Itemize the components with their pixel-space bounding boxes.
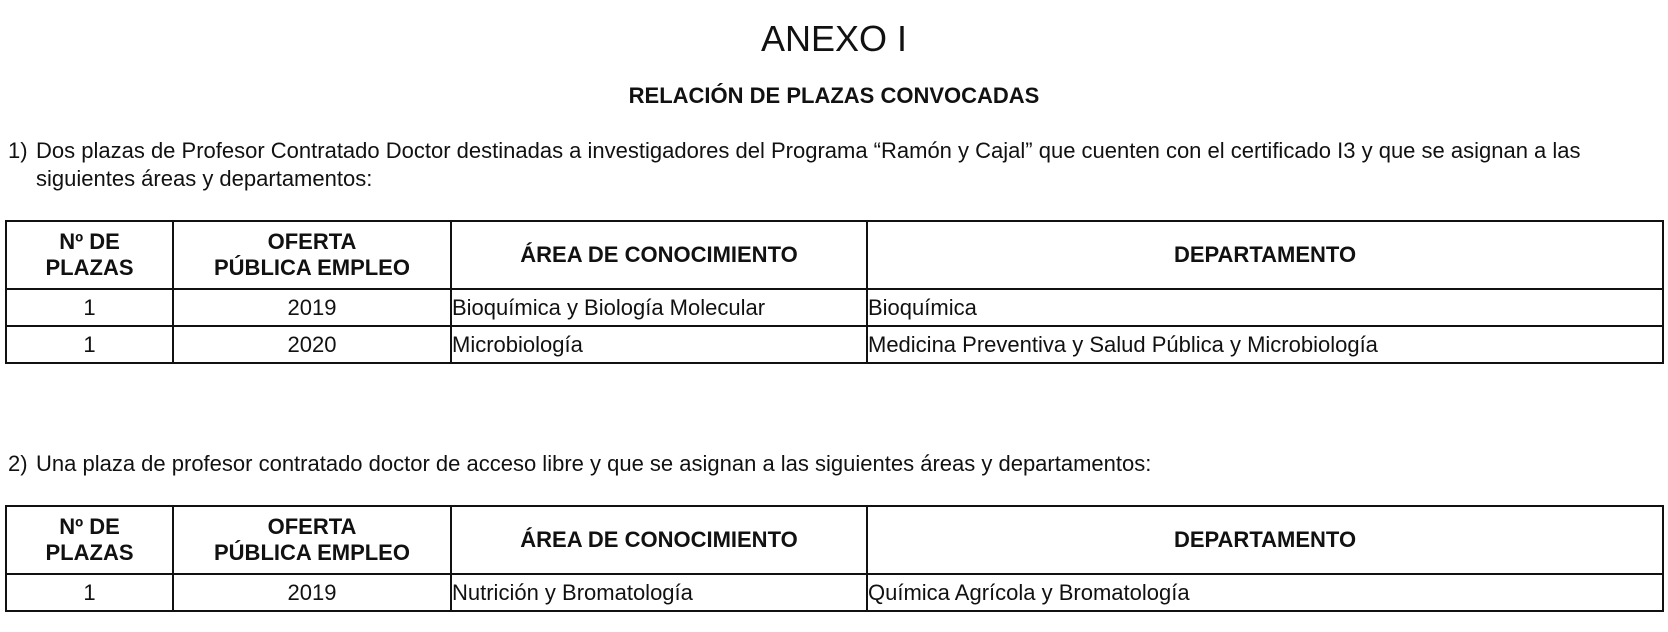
header-departamento: DEPARTAMENTO [867, 506, 1663, 574]
header-oferta [173, 506, 451, 574]
cell-oferta: 2020 [173, 326, 451, 363]
section-1-paragraph [8, 137, 1660, 193]
header-departamento: DEPARTAMENTO [867, 221, 1663, 289]
section-1-table [5, 220, 1664, 364]
document-title: ANEXO I [760, 18, 908, 59]
section-2-number: 2) [8, 451, 28, 476]
table-header-row [6, 221, 1663, 289]
header-num-plazas-line1: Nº DE [59, 229, 120, 254]
header-area: ÁREA DE CONOCIMIENTO [451, 506, 867, 574]
section-2-text: Una plaza de profesor contratado doctor de acceso libre y que se asignan a las siguientes áreas y departamentos: [36, 451, 1152, 476]
header-num-plazas-line2: PLAZAS [45, 540, 134, 565]
cell-plazas: 1 [6, 289, 173, 326]
section-1-text: Dos plazas de Profesor Contratado Doctor destinadas a investigadores del Programa “Ramón y Cajal” que cuenten con el certificado I3 y que se asignan a las siguientes áreas y departamentos: [36, 138, 1581, 191]
header-num-plazas-line2: PLAZAS [45, 255, 134, 280]
cell-oferta: 2019 [173, 574, 451, 611]
document-subtitle: RELACIÓN DE PLAZAS CONVOCADAS [628, 83, 1040, 108]
header-num-plazas [6, 221, 173, 289]
table-row [6, 326, 1663, 363]
cell-area: Nutrición y Bromatología [451, 574, 867, 611]
cell-departamento: Medicina Preventiva y Salud Pública y Microbiología [867, 326, 1663, 363]
table-row [6, 289, 1663, 326]
cell-plazas: 1 [6, 326, 173, 363]
cell-departamento: Bioquímica [867, 289, 1663, 326]
table-row [6, 574, 1663, 611]
header-area: ÁREA DE CONOCIMIENTO [451, 221, 867, 289]
table-header-row [6, 506, 1663, 574]
header-oferta-line1: OFERTA [267, 229, 357, 254]
cell-plazas: 1 [6, 574, 173, 611]
cell-area: Microbiología [451, 326, 867, 363]
header-oferta-line2: PÚBLICA EMPLEO [214, 255, 410, 280]
header-oferta [173, 221, 451, 289]
header-num-plazas-line1: Nº DE [59, 514, 120, 539]
cell-area: Bioquímica y Biología Molecular [451, 289, 867, 326]
header-oferta-line1: OFERTA [267, 514, 357, 539]
cell-departamento: Química Agrícola y Bromatología [867, 574, 1663, 611]
header-oferta-line2: PÚBLICA EMPLEO [214, 540, 410, 565]
header-num-plazas [6, 506, 173, 574]
section-1-number: 1) [8, 138, 28, 163]
cell-oferta: 2019 [173, 289, 451, 326]
section-2-table [5, 505, 1664, 612]
section-2-paragraph [8, 450, 1660, 478]
